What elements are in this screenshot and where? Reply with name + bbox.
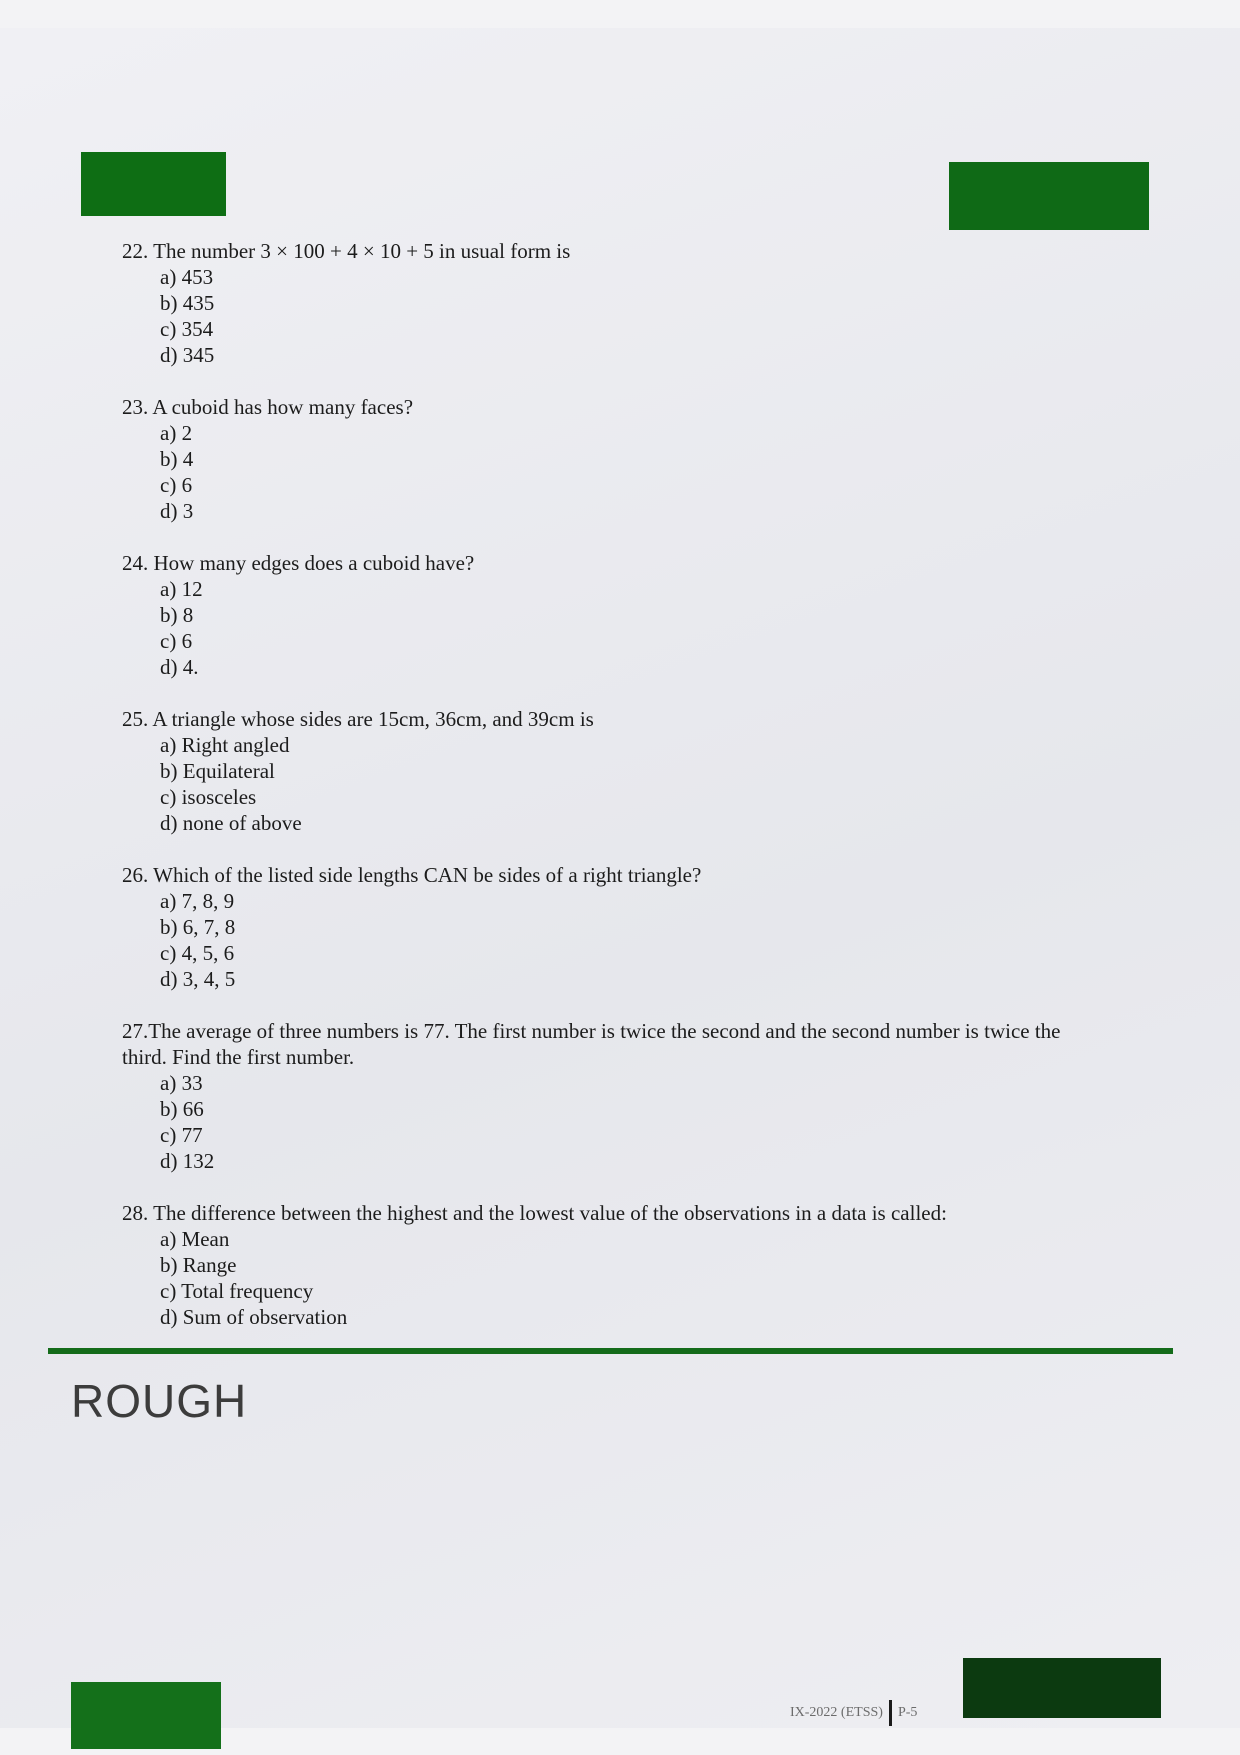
option-list — [122, 732, 1102, 836]
question-22 — [122, 238, 1102, 368]
question-text: 22. The number 3 × 100 + 4 × 10 + 5 in usual form is — [122, 239, 571, 263]
corner-marker-bottom-right — [963, 1658, 1161, 1718]
option-d: d) 4. — [160, 655, 199, 679]
option-a: a) 453 — [160, 265, 214, 289]
option-list — [122, 1226, 1102, 1330]
option-a: a) 12 — [160, 577, 203, 601]
question-23 — [122, 394, 1102, 524]
question-text: 26. Which of the listed side lengths CAN be sides of a right triangle? — [122, 863, 702, 887]
option-a: a) Mean — [160, 1227, 230, 1251]
option-list — [122, 576, 1102, 680]
option-a: a) Right angled — [160, 733, 290, 757]
option-a: a) 2 — [160, 421, 193, 445]
exam-code: IX-2022 (ETSS) — [790, 1705, 883, 1720]
question-text: 25. A triangle whose sides are 15cm, 36cm, and 39cm is — [122, 707, 594, 731]
option-b: b) 4 — [160, 447, 194, 471]
option-list — [122, 1070, 1102, 1174]
option-d: d) 3, 4, 5 — [160, 967, 236, 991]
option-c: c) 6 — [160, 473, 193, 497]
option-b: b) 435 — [160, 291, 215, 315]
option-d: d) 3 — [160, 499, 194, 523]
option-d: d) none of above — [160, 811, 302, 835]
option-b: b) 8 — [160, 603, 194, 627]
exam-page — [0, 28, 1240, 1728]
footer-separator — [889, 1700, 892, 1726]
question-26 — [122, 862, 1102, 992]
option-list — [122, 264, 1102, 368]
option-c: c) 4, 5, 6 — [160, 941, 235, 965]
option-list — [122, 888, 1102, 992]
corner-marker-bottom-left — [71, 1682, 221, 1749]
option-c: c) 77 — [160, 1123, 203, 1147]
question-28 — [122, 1200, 1102, 1330]
question-24 — [122, 550, 1102, 680]
option-c: c) 354 — [160, 317, 214, 341]
option-c: c) 6 — [160, 629, 193, 653]
corner-marker-top-right — [949, 162, 1149, 230]
rough-work-heading: ROUGH — [71, 1375, 248, 1427]
option-d: d) 345 — [160, 343, 215, 367]
option-b: b) 66 — [160, 1097, 204, 1121]
page-footer — [790, 1700, 917, 1726]
question-27 — [122, 1018, 1102, 1174]
question-text: 24. How many edges does a cuboid have? — [122, 551, 475, 575]
question-text: 28. The difference between the highest and the lowest value of the observations in a data is called: — [122, 1201, 947, 1225]
corner-marker-top-left — [81, 152, 226, 216]
option-b: b) Equilateral — [160, 759, 275, 783]
option-list — [122, 420, 1102, 524]
option-b: b) Range — [160, 1253, 237, 1277]
question-text: 27.The average of three numbers is 77. The first number is twice the second and the second number is twice the third. Find the first number. — [122, 1019, 1061, 1069]
option-a: a) 33 — [160, 1071, 203, 1095]
page-number: P-5 — [897, 1705, 918, 1720]
question-25 — [122, 706, 1102, 836]
rough-divider — [48, 1348, 1173, 1354]
option-d: d) Sum of observation — [160, 1305, 348, 1329]
option-b: b) 6, 7, 8 — [160, 915, 236, 939]
question-list — [122, 238, 1102, 1356]
option-d: d) 132 — [160, 1149, 215, 1173]
option-c: c) Total frequency — [160, 1279, 314, 1303]
option-c: c) isosceles — [160, 785, 257, 809]
question-text: 23. A cuboid has how many faces? — [122, 395, 414, 419]
option-a: a) 7, 8, 9 — [160, 889, 235, 913]
